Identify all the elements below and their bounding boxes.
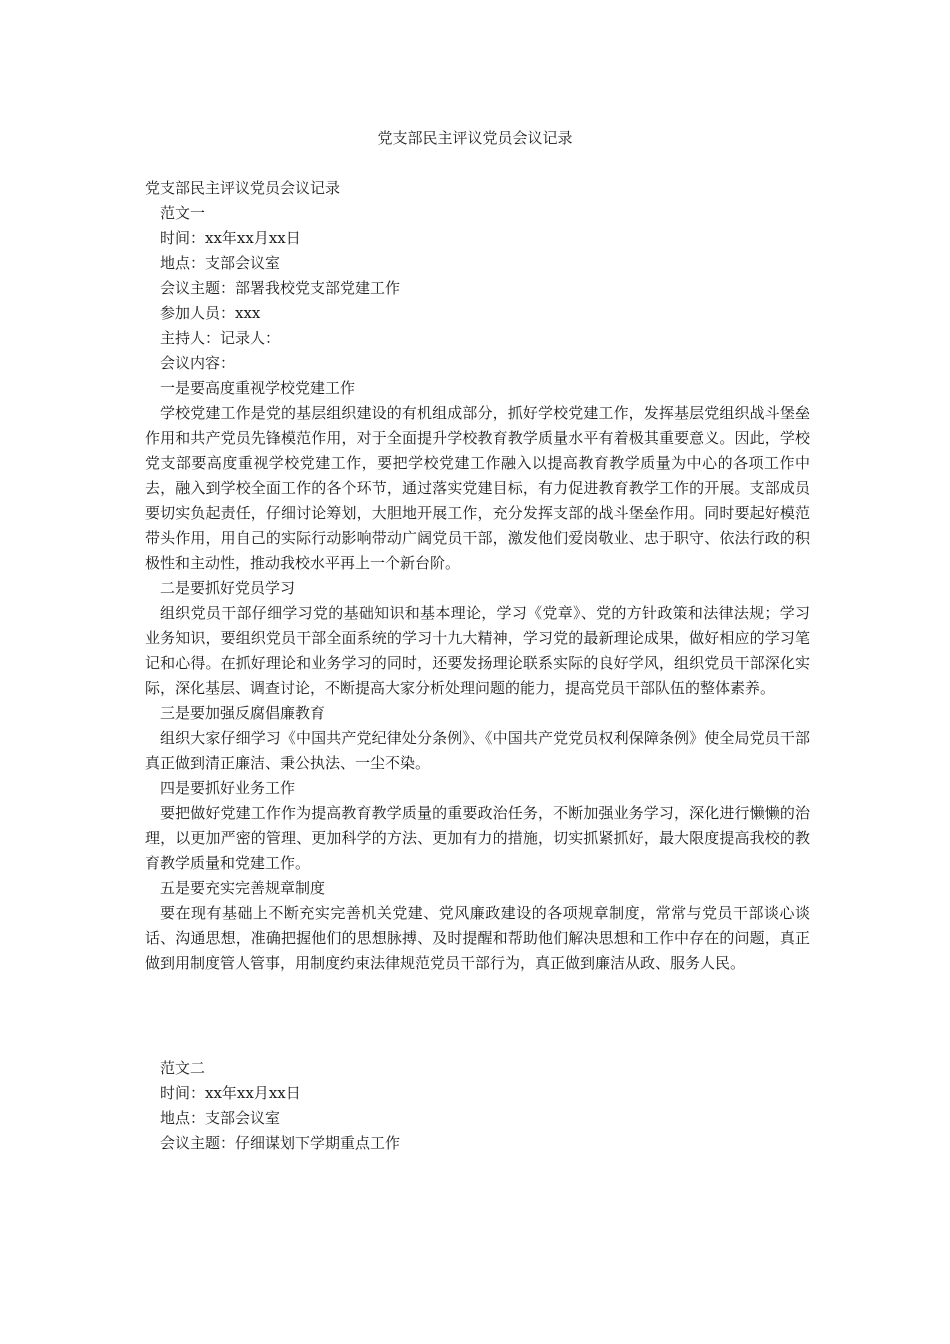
meeting-place: 地点：支部会议室 xyxy=(160,254,281,272)
sample-label: 范文二 xyxy=(160,1059,206,1077)
section-heading: 三是要加强反腐倡廉教育 xyxy=(160,704,326,722)
meeting-theme: 会议主题：部署我校党支部党建工作 xyxy=(160,279,401,297)
section-heading: 二是要抓好党员学习 xyxy=(160,579,296,597)
section-paragraph: 要在现有基础上不断充实完善机关党建、党风廉政建设的各项规章制度，常常与党员干部谈心谈话、沟通思想，准确把握他们的思想脉搏、及时提醒和帮助他们解决思想和工作中存在的问题，真正做到用制度管人管事，用制度约束法律规范党员干部行为，真正做到廉洁从政、服务人民。 xyxy=(145,904,810,972)
blank-gap xyxy=(145,976,810,1056)
meeting-theme: 会议主题：仔细谋划下学期重点工作 xyxy=(160,1134,401,1152)
section-paragraph: 要把做好党建工作作为提高教育教学质量的重要政治任务，不断加强业务学习，深化进行懒懒的治理，以更加严密的管理、更加科学的方法、更加有力的措施，切实抓紧抓好，最大限度提高我校的教育教学质量和党建工作。 xyxy=(145,804,810,872)
meeting-time: 时间：xx年xx月xx日 xyxy=(160,229,301,247)
meeting-content-label: 会议内容： xyxy=(160,354,236,372)
meeting-place: 地点：支部会议室 xyxy=(160,1109,281,1127)
meeting-time: 时间：xx年xx月xx日 xyxy=(160,1084,301,1102)
meeting-host: 主持人：记录人： xyxy=(160,329,281,347)
document-heading: 党支部民主评议党员会议记录 xyxy=(145,179,341,197)
sample-label: 范文一 xyxy=(160,204,206,222)
section-paragraph: 学校党建工作是党的基层组织建设的有机组成部分，抓好学校党建工作，发挥基层党组织战斗堡垒作用和共产党员先锋模范作用，对于全面提升学校教育教学质量水平有着极其重要意义。因此，学校党支部要高度重视学校党建工作，要把学校党建工作融入以提高教育教学质量为中心的各项工作中去，融入到学校全面工作的各个环节，通过落实党建目标，有力促进教育教学工作的开展。支部成员要切实负起责任，仔细讨论筹划，大胆地开展工作，充分发挥支部的战斗堡垒作用。同时要起好模范带头作用，用自己的实际行动影响带动广阔党员干部，激发他们爱岗敬业、忠于职守、依法行政的积极性和主动性，推动我校水平再上一个新台阶。 xyxy=(145,404,810,572)
document-title: 党支部民主评议党员会议记录 xyxy=(377,129,573,147)
meeting-participants: 参加人员：xxx xyxy=(160,304,261,322)
document-body xyxy=(145,176,810,1156)
sample-one xyxy=(145,201,810,976)
sample-two xyxy=(145,1056,810,1156)
section-heading: 四是要抓好业务工作 xyxy=(160,779,296,797)
section-paragraph: 组织大家仔细学习《中国共产党纪律处分条例》、《中国共产党党员权利保障条例》使全局党员干部真正做到清正廉洁、秉公执法、一尘不染。 xyxy=(145,729,810,772)
section-paragraph: 组织党员干部仔细学习党的基础知识和基本理论，学习《党章》、党的方针政策和法律法规；学习业务知识，要组织党员干部全面系统的学习十九大精神，学习党的最新理论成果，做好相应的学习笔记和心得。在抓好理论和业务学习的同时，还要发扬理论联系实际的良好学风，组织党员干部深化实际，深化基层、调查讨论，不断提高大家分析处理问题的能力，提高党员干部队伍的整体素养。 xyxy=(145,604,810,697)
section-heading: 五是要充实完善规章制度 xyxy=(160,879,326,897)
section-heading: 一是要高度重视学校党建工作 xyxy=(160,379,356,397)
